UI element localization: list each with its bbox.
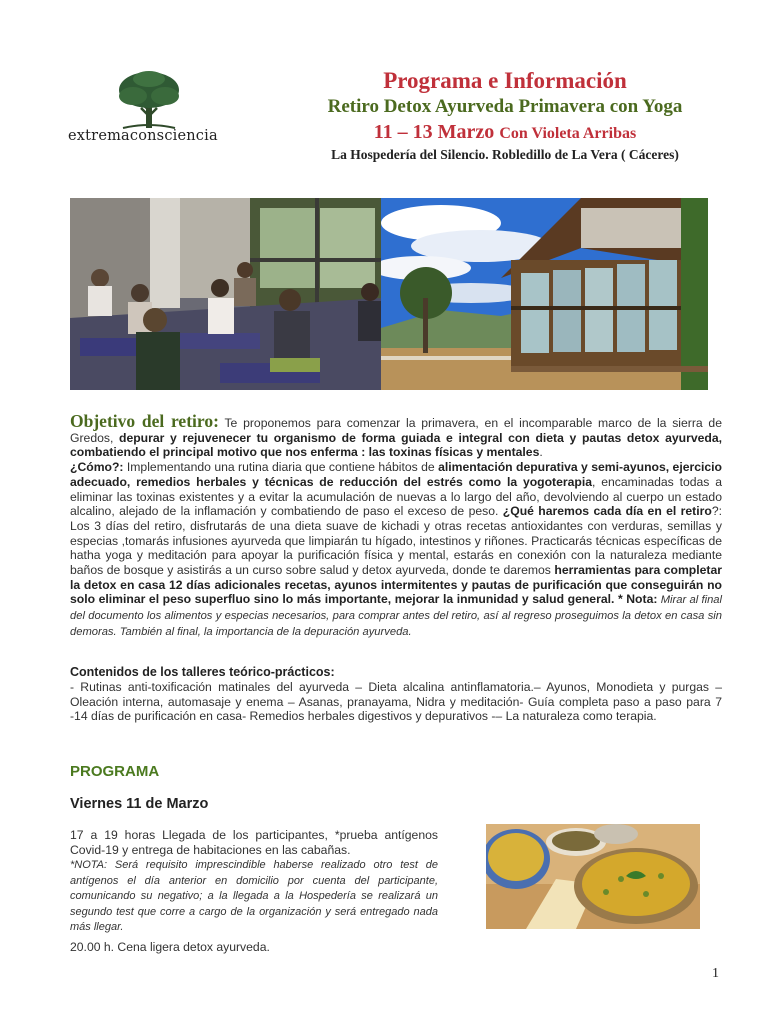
- document-title: Programa e Información: [383, 68, 627, 93]
- arrival-text: 17 a 19 horas Llegada de los participantes, *prueba antígenos Covid-19 y entrega de habitaciones en las cabañas.: [70, 828, 438, 857]
- objetivo-text-1: Te proponemos para comenzar la primavera, en el incomparable marco de la sierra de Gredos,: [70, 416, 722, 445]
- talleres-title: Contenidos de los talleres teórico-prácticos:: [70, 665, 335, 679]
- nota-label: *NOTA:: [70, 859, 108, 871]
- objetivo-text-2: .: [539, 445, 543, 460]
- page-number: 1: [712, 966, 719, 981]
- objetivo-text-3: Implementando una rutina diaria que contiene hábitos de: [123, 460, 439, 475]
- programa-heading: PROGRAMA: [70, 763, 160, 780]
- objetivo-text-4: , encaminadas todas a eliminar las toxinas existentes y a evitar la acumulación de nuevas a lo largo del año, devolviendo al cuerpo un estado alcalino, alejado de la inflamación y combatiendo de paso el exceso de peso.: [70, 474, 722, 519]
- nota-block: [70, 859, 438, 933]
- tree-icon: [113, 70, 185, 132]
- objetivo-bold-1: depurar y rejuvenecer tu organismo de forma guiada e integral con dieta y pautas detox ayurveda, combatiendo el principal motivo que nos enferma : las toxinas físicas y mentales: [70, 430, 722, 460]
- logo-text: extremaconsciencia: [68, 128, 218, 144]
- objetivo-paragraph: [70, 411, 722, 640]
- talleres-text: - Rutinas anti-toxificación matinales del ayurveda – Dieta alcalina antinflamatoria.– Ayunos, Monodieta y purgas – Oleación interna, automasaje y enema – Asanas, pranayama, Nidra y meditación- Guía completa paso a paso para 7 -14 días de purificación en casa- Remedios herbales digestivos y depurativos -– La naturaleza como terapia.: [70, 680, 722, 724]
- logo: [68, 70, 233, 150]
- objetivo-title: Objetivo del retiro:: [70, 411, 219, 431]
- dates-text: 11 – 13 Marzo: [373, 121, 495, 143]
- instructor-text: Con Violeta Arribas: [499, 125, 637, 142]
- dinner-text: 20.00 h. Cena ligera detox ayurveda.: [70, 940, 270, 954]
- nota-text: Será requisito imprescindible haberse realizado otro test de antígenos el día anterior en domicilio por cuenta del participante, comunicando su negativo; a la llegada a la Hospedería se realizará un segundo test que corre a cargo de la organización y será entregado nada más llegar.: [70, 859, 438, 934]
- objetivo-note: Mirar al final del documento los alimentos y especias necesarios, para comprar antes del retiro, así al regreso proseguimos la detox en casa sin demoras. También al final, la importancia de la depuración ayurveda.: [70, 594, 722, 638]
- building-photo: [381, 198, 708, 390]
- como-label: ¿Cómo?:: [70, 460, 124, 475]
- yoga-class-photo: [70, 198, 381, 390]
- objetivo-bold-4: herramientas para completar la detox en casa 12 días adicionales recetas, ayunos intermitentes y pautas de purificación que conseguirán no solo eliminar el peso superfluo sino lo más importante, mejorar la inmunidad y salud general. * Nota:: [70, 563, 722, 607]
- arrival-block: [70, 828, 438, 935]
- objetivo-text-5: ?: Los 3 días del retiro, disfrutarás de una dieta suave de kichadi y otras recetas antioxidantes con verduras, semillas y especias ,tomarás infusiones ayurveda que limpiarán tu hígado, intestinos y riñones. Practicarás técnicas específicas de hatha yoga y meditación para apoyar la purificación física y mental, estarás en conexión con la naturaleza mediante baños de bosque y asistirás a un curso sobre salud y detox ayurveda, donde te daremos: [70, 504, 722, 578]
- day-heading: Viernes 11 de Marzo: [70, 796, 209, 812]
- event-dates: [240, 121, 768, 144]
- objetivo-bold-3: ¿Qué haremos cada día en el retiro: [502, 504, 712, 519]
- objetivo-bold-2: alimentación depurativa y semi-ayunos, ejercicio adecuado, remedios herbales y técnicas de reducción del estrés como la yogoterapia: [70, 460, 722, 489]
- event-location: La Hospedería del Silencio. Robledillo de La Vera ( Cáceres): [331, 147, 679, 162]
- food-photo: [486, 824, 700, 929]
- document-subtitle: Retiro Detox Ayurveda Primavera con Yoga: [327, 96, 683, 117]
